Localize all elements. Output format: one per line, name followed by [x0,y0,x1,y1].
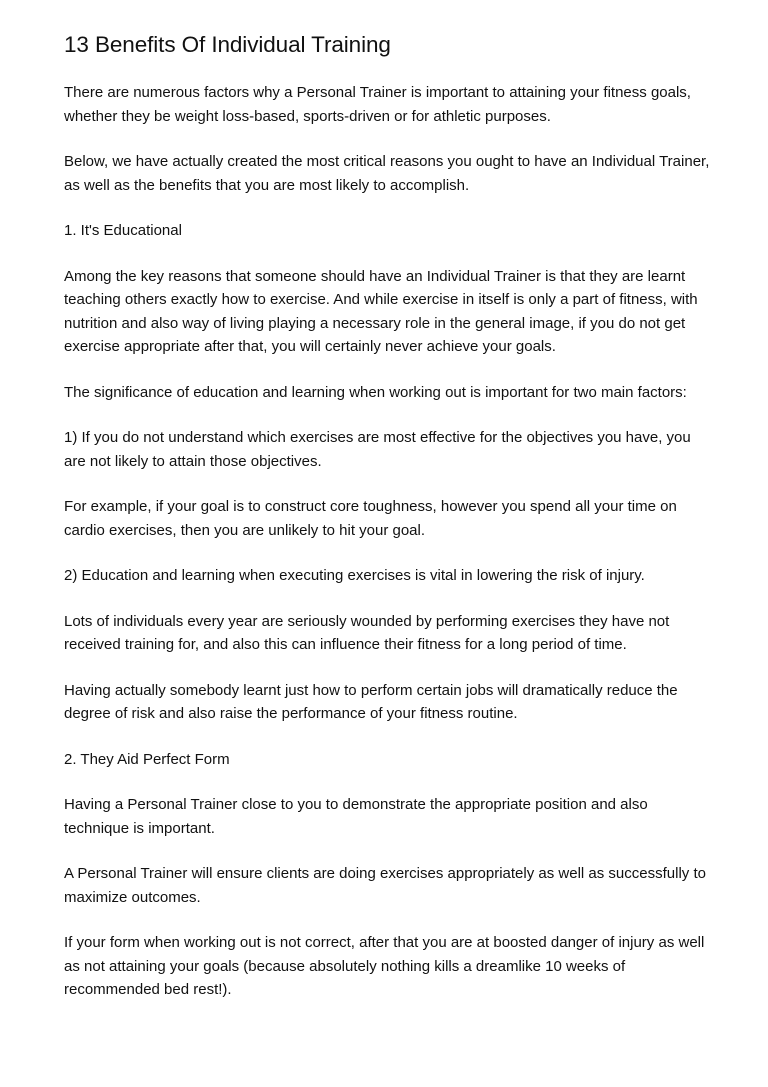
injury-paragraph: Lots of individuals every year are seriously wounded by performing exercises they have not received training for, and also this can influence their fitness for a long period of time. [64,612,670,653]
document-page [64,30,714,1024]
trainer-demo-paragraph: Having a Personal Trainer close to you to demonstrate the appropriate position and also technique is important. [64,796,648,837]
intro-paragraph: There are numerous factors why a Personal Trainer is important to attaining your fitness goals, whether they be weight loss-based, sports-driven or for athletic purposes. [64,84,691,125]
document-title: 13 Benefits Of Individual Training [64,32,391,57]
point-two-paragraph: 2) Education and learning when executing exercises is vital in lowering the risk of injury. [64,567,645,584]
significance-paragraph: The significance of education and learning when working out is important for two main factors: [64,383,687,401]
educational-paragraph: Among the key reasons that someone should have an Individual Trainer is that they are learnt teaching others exactly how to exercise. And while exercise in itself is only a part of fitness, with nutrition and also way of living playing a necessary role in the general image, if you do not get exercise appropriate after that, you will certainly never achieve your goals. [64,267,698,355]
section-heading-educational: 1. It's Educational [64,222,182,239]
point-one-paragraph: 1) If you do not understand which exercises are most effective for the objectives you have, you are not likely to attain those objectives. [64,429,691,470]
form-danger-paragraph: If your form when working out is not correct, after that you are at boosted danger of injury as well as not attaining your goals (because absolutely nothing kills a dreamlike 10 weeks of recommended bed rest!). [64,934,705,998]
section-heading-form: 2. They Aid Perfect Form [64,750,230,768]
reasons-paragraph: Below, we have actually created the most critical reasons you ought to have an Individual Trainer, as well as the benefits that you are most likely to accomplish. [64,153,710,194]
risk-paragraph: Having actually somebody learnt just how to perform certain jobs will dramatically reduce the degree of risk and also raise the performance of your fitness routine. [64,681,678,722]
trainer-ensure-paragraph: A Personal Trainer will ensure clients are doing exercises appropriately as well as successfully to maximize outcomes. [64,865,706,906]
example-paragraph: For example, if your goal is to construct core toughness, however you spend all your time on cardio exercises, then you are unlikely to hit your goal. [64,498,677,539]
